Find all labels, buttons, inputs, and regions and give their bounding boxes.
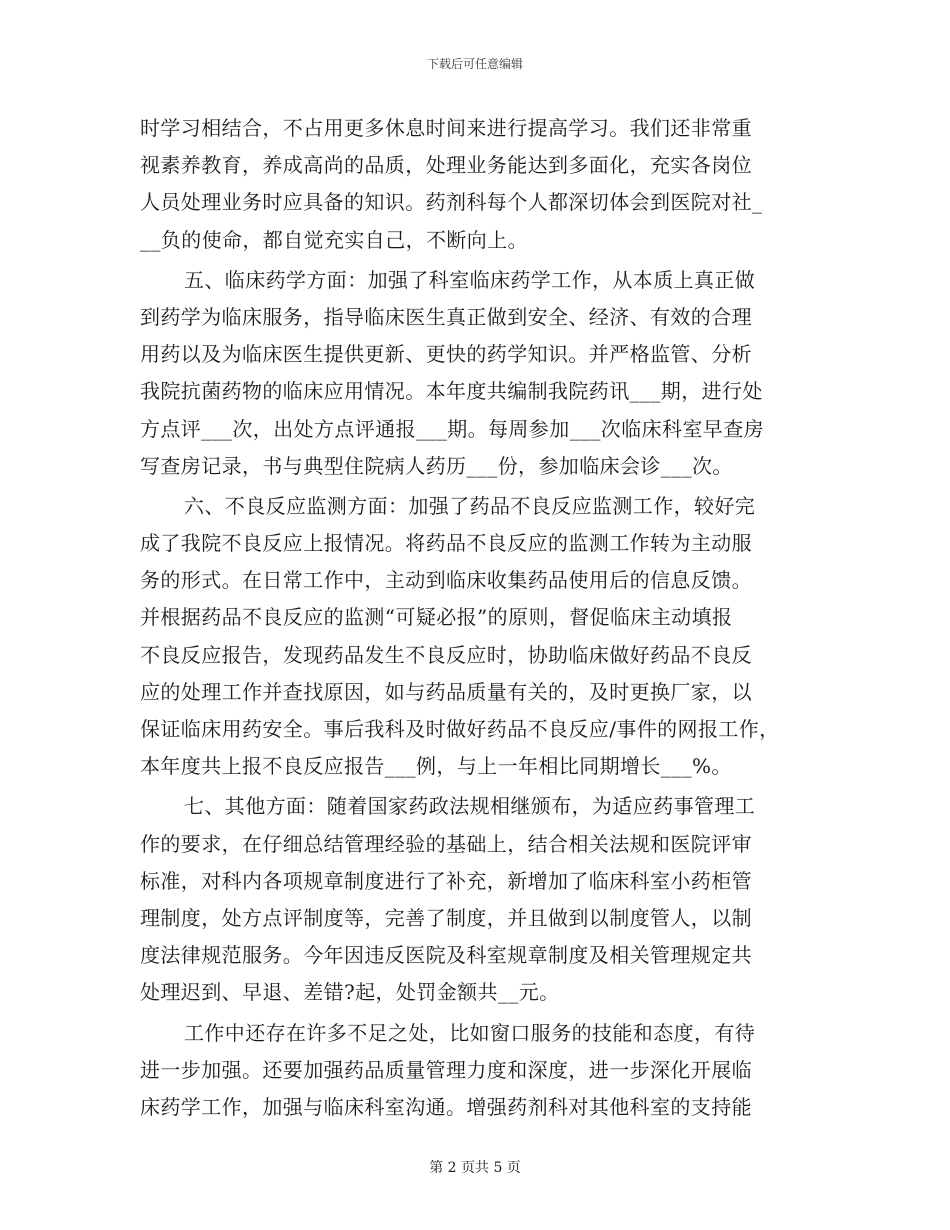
paragraph-line: 作的要求，在仔细总结管理经验的基础上，结合相关法规和医院评审 (140, 831, 752, 856)
paragraph-line: 用药以及为临床医生提供更新、更快的药学知识。并严格监管、分析 (140, 342, 752, 367)
paragraph-adverse-reaction (140, 488, 816, 786)
paragraph-shortcomings (140, 1015, 816, 1127)
paragraph-line: 我院抗菌药物的临床应用情况。本年度共编制我院药讯___期，进行处 (140, 379, 763, 404)
paragraph-line: 并根据药品不良反应的监测“可疑必报”的原则，督促临床主动填报 (140, 605, 733, 630)
paragraph-line: 视素养教育，养成高尚的品质，处理业务能达到多面化，充实各岗位 (140, 153, 752, 178)
paragraph-line: 写查房记录，书与典型住院病人药历___份，参加临床会诊___次。 (140, 453, 733, 478)
paragraph-line: 度法律规范服务。今年因违反医院及科室规章制度及相关管理规定共 (140, 943, 752, 968)
page-number: 第 2 页共 5 页 (429, 1160, 521, 1176)
paragraph-line: 标准，对科内各项规章制度进行了补充，新增加了临床科室小药柜管 (140, 868, 752, 893)
paragraph-line: 工作中还存在许多不足之处，比如窗口服务的技能和态度，有待 (184, 1020, 756, 1045)
paragraph-1 (140, 110, 816, 259)
paragraph-line: 保证临床用药安全。事后我科及时做好药品不良反应/事件的网报工作， (140, 717, 780, 741)
document-body (140, 110, 816, 1126)
paragraph-line: 到药学为临床服务，指导临床医生真正做到安全、经济、有效的合理 (140, 304, 752, 329)
paragraph-line: 时学习相结合，不占用更多休息时间来进行提高学习。我们还非常重 (140, 116, 752, 140)
paragraph-line: 六、不良反应监测方面：加强了药品不良反应监测工作，较好完 (184, 493, 756, 518)
paragraph-line: 七、其他方面：随着国家药政法规相继颁布，为适应药事管理工 (184, 794, 756, 819)
paragraph-line: 床药学工作，加强与临床科室沟通。增强药剂科对其他科室的支持能 (140, 1094, 752, 1119)
paragraph-line: 不良反应报告，发现药品发生不良反应时，协助临床做好药品不良反 (140, 642, 752, 667)
paragraph-line: 应的处理工作并查找原因，如与药品质量有关的，及时更换厂家，以 (140, 679, 752, 704)
paragraph-line: 方点评___次，出处方点评通报___期。每周参加___次临床科室早查房 (140, 416, 764, 441)
paragraph-line: __负的使命，都自觉充实自己，不断向上。 (140, 227, 528, 252)
paragraph-line: 务的形式。在日常工作中，主动到临床收集药品使用后的信息反馈。 (140, 568, 752, 593)
paragraph-line: 本年度共上报不良反应报告___例，与上一年相比同期增长___%。 (140, 754, 732, 779)
paragraph-line: 理制度，处方点评制度等，完善了制度，并且做到以制度管人，以制 (140, 905, 752, 930)
paragraph-line: 人员处理业务时应具备的知识。药剂科每个人都深切体会到医院对社_ (140, 190, 763, 215)
paragraph-line: 成了我院不良反应上报情况。将药品不良反应的监测工作转为主动服 (140, 531, 752, 556)
paragraph-clinical-pharmacy (140, 262, 816, 485)
paragraph-other-aspects (140, 788, 816, 1011)
paragraph-line: 五、临床药学方面：加强了科室临床药学工作，从本质上真正做 (184, 267, 756, 292)
paragraph-line: 进一步加强。还要加强药品质量管理力度和深度，进一步深化开展临 (140, 1057, 752, 1082)
paragraph-line: 处理迟到、早退、差错?起，处罚金额共__元。 (140, 980, 560, 1005)
page-header: 下载后可任意编辑 (426, 57, 523, 71)
